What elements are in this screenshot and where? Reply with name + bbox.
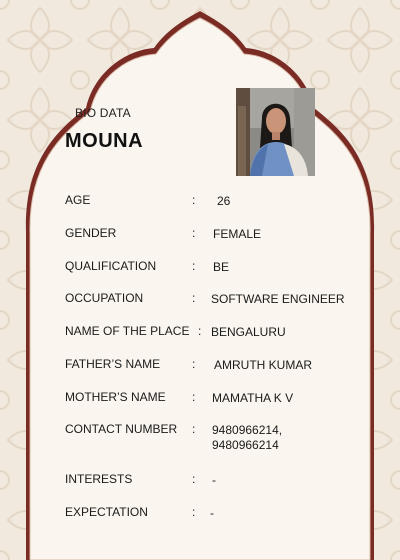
field-separator: : xyxy=(192,193,196,207)
field-separator: : xyxy=(192,390,196,404)
field-separator: : xyxy=(192,226,196,240)
field-value: - xyxy=(210,506,214,520)
field-separator: : xyxy=(192,472,196,486)
field-separator: : xyxy=(192,357,196,371)
field-label: GENDER xyxy=(65,226,117,240)
field-label: QUALIFICATION xyxy=(65,259,157,273)
field-separator: : xyxy=(192,259,196,273)
field-label: MOTHER’S NAME xyxy=(65,390,166,404)
field-value: AMRUTH KUMAR xyxy=(214,358,312,372)
field-separator: : xyxy=(192,291,196,305)
field-value: SOFTWARE ENGINEER xyxy=(211,292,345,306)
field-label: FATHER’S NAME xyxy=(65,357,161,371)
field-value: MAMATHA K V xyxy=(212,391,294,405)
field-value: 9480966214, xyxy=(212,423,283,437)
field-value: 26 xyxy=(217,194,231,208)
field-label: INTERESTS xyxy=(65,472,133,486)
field-label: CONTACT NUMBER xyxy=(65,422,178,436)
field-label: EXPECTATION xyxy=(65,505,148,519)
field-label: OCCUPATION xyxy=(65,291,144,305)
field-value: BENGALURU xyxy=(211,325,286,339)
field-value: FEMALE xyxy=(213,227,262,241)
field-value: BE xyxy=(213,260,230,274)
field-label: AGE xyxy=(65,193,91,207)
field-separator: : xyxy=(192,505,196,519)
field-value-second-line: 9480966214 xyxy=(212,438,279,452)
portrait-photo xyxy=(236,88,315,176)
field-separator: : xyxy=(192,422,196,436)
field-value: - xyxy=(212,473,216,487)
bio-data-label: BIO DATA xyxy=(75,106,131,120)
person-name: MOUNA xyxy=(65,130,144,152)
field-separator: : xyxy=(198,324,202,338)
field-label: NAME OF THE PLACE xyxy=(65,324,190,338)
